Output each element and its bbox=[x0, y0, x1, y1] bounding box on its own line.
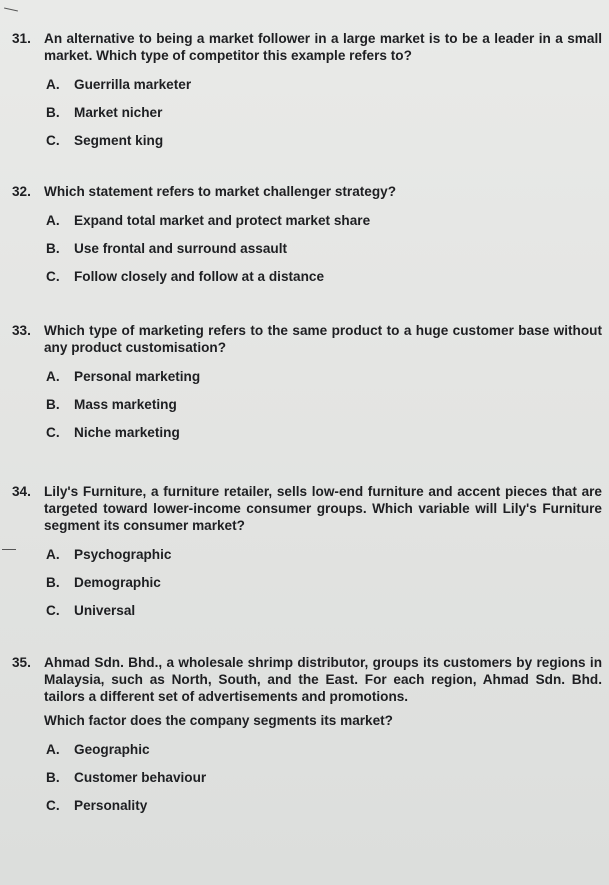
option-c[interactable] bbox=[46, 602, 602, 619]
option-letter: B. bbox=[46, 241, 60, 256]
question-number: 35. bbox=[12, 655, 31, 670]
option-text: Guerrilla marketer bbox=[74, 77, 192, 92]
option-letter: C. bbox=[46, 133, 60, 148]
option-letter: B. bbox=[46, 105, 60, 120]
question-number: 34. bbox=[12, 484, 31, 499]
option-text: Personality bbox=[74, 798, 148, 813]
question-text: Lily's Furniture, a furniture retailer, sells low-end furniture and accent pieces that are targeted toward lower-income consumer groups. Which variable will Lily's Furniture segment its consumer market? bbox=[44, 484, 602, 533]
option-b[interactable] bbox=[46, 240, 602, 257]
option-text: Personal marketing bbox=[74, 369, 201, 384]
option-c[interactable] bbox=[46, 424, 602, 441]
option-list bbox=[12, 368, 602, 441]
option-c[interactable] bbox=[46, 268, 602, 285]
question-text-block bbox=[44, 654, 602, 729]
option-list bbox=[12, 546, 602, 619]
question-text: Which statement refers to market challenger strategy? bbox=[44, 184, 397, 199]
option-letter: B. bbox=[46, 770, 60, 785]
option-text: Market nicher bbox=[74, 105, 163, 120]
option-letter: A. bbox=[46, 77, 60, 92]
option-text: Demographic bbox=[74, 575, 161, 590]
option-text: Customer behaviour bbox=[74, 770, 207, 785]
option-letter: A. bbox=[46, 369, 60, 384]
question-32 bbox=[12, 183, 602, 296]
option-letter: B. bbox=[46, 397, 60, 412]
option-a[interactable] bbox=[46, 741, 602, 758]
option-text: Use frontal and surround assault bbox=[74, 241, 288, 256]
option-text: Mass marketing bbox=[74, 397, 177, 412]
question-text: Which type of marketing refers to the same product to a huge customer base without any product customisation? bbox=[44, 323, 602, 355]
question-number: 31. bbox=[12, 31, 31, 46]
option-a[interactable] bbox=[46, 368, 602, 385]
option-text: Geographic bbox=[74, 742, 150, 757]
option-a[interactable] bbox=[46, 212, 602, 229]
option-b[interactable] bbox=[46, 769, 602, 786]
option-list bbox=[12, 212, 602, 285]
option-b[interactable] bbox=[46, 104, 602, 121]
option-text: Expand total market and protect market share bbox=[74, 213, 371, 228]
option-text: Follow closely and follow at a distance bbox=[74, 269, 325, 284]
question-number: 32. bbox=[12, 184, 31, 199]
option-a[interactable] bbox=[46, 546, 602, 563]
question-text: An alternative to being a market follower in a large market is to be a leader in a small market. Which type of competitor this example refers to? bbox=[44, 31, 602, 63]
question-number: 33. bbox=[12, 323, 31, 338]
question-text: Ahmad Sdn. Bhd., a wholesale shrimp distributor, groups its customers by regions in Malaysia, such as North, South, and the East. For each region, Ahmad Sdn. Bhd. tailors a different set of advertisements and promotions. bbox=[44, 655, 602, 704]
option-text: Niche marketing bbox=[74, 425, 180, 440]
question-33 bbox=[12, 322, 602, 452]
option-letter: A. bbox=[46, 213, 60, 228]
question-35 bbox=[12, 654, 602, 825]
option-b[interactable] bbox=[46, 574, 602, 591]
option-list bbox=[12, 741, 602, 814]
option-a[interactable] bbox=[46, 76, 602, 93]
question-34 bbox=[12, 483, 602, 630]
option-c[interactable] bbox=[46, 797, 602, 814]
option-letter: A. bbox=[46, 742, 60, 757]
option-text: Universal bbox=[74, 603, 136, 618]
option-b[interactable] bbox=[46, 396, 602, 413]
option-letter: C. bbox=[46, 798, 60, 813]
option-text: Psychographic bbox=[74, 547, 172, 562]
question-31 bbox=[12, 30, 602, 160]
option-letter: C. bbox=[46, 425, 60, 440]
pen-mark bbox=[4, 8, 18, 12]
option-list bbox=[12, 76, 602, 149]
option-letter: B. bbox=[46, 575, 60, 590]
option-c[interactable] bbox=[46, 132, 602, 149]
option-letter: C. bbox=[46, 269, 60, 284]
option-text: Segment king bbox=[74, 133, 164, 148]
option-letter: A. bbox=[46, 547, 60, 562]
question-prompt: Which factor does the company segments its market? bbox=[44, 713, 393, 728]
option-letter: C. bbox=[46, 603, 60, 618]
